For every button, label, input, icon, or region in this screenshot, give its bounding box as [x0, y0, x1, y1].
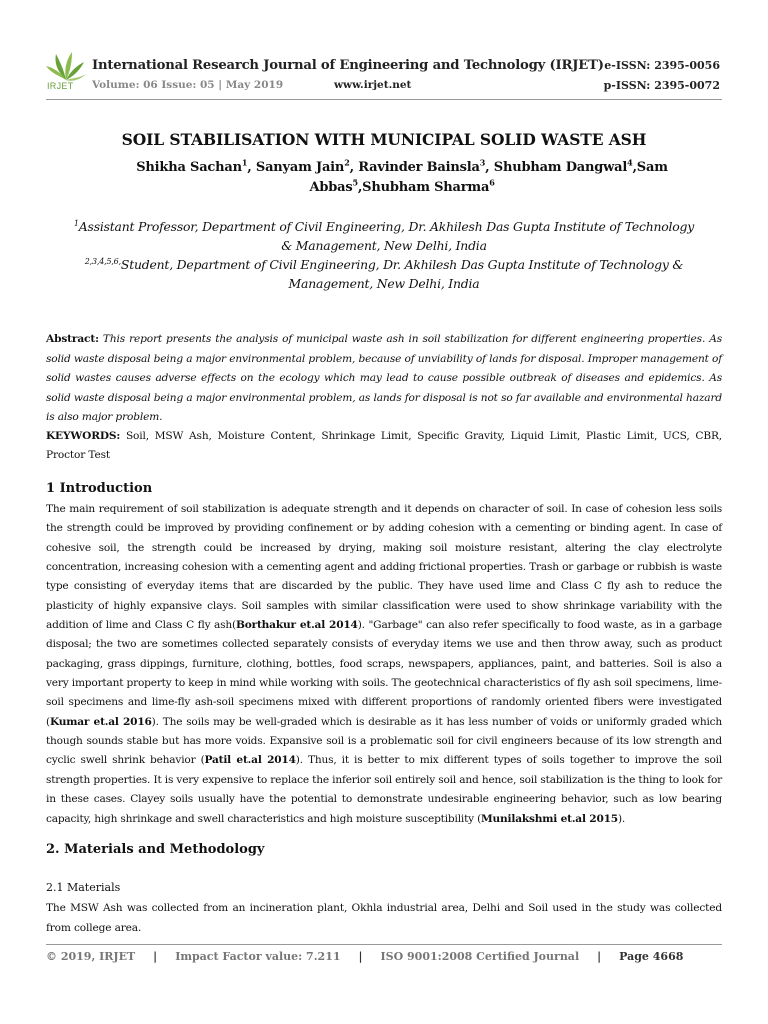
author-sep: ,: [357, 180, 363, 195]
author-list: [96, 158, 708, 198]
footer-impact: Impact Factor value: 7.211: [175, 950, 341, 963]
footer-divider: [46, 944, 722, 945]
intro-text: The main requirement of soil stabilization is adequate strength and it depends on character of soil. In case of cohesion less soils the strength could be improved by providing confinement or by adding cohesion with a cementing or binding agent. In case of cohesive soil, the strength could be increased by drying, making soil moisture resistant, altering the clay electrolyte concentration, increasing cohesion with a cementing agent and adding frictional properties. Trash or garbage or rubbish is waste type consisting of everyday items that are discarded by the public. They have used lime and Class C fly ash to reduce the plasticity of highly expansive clays. Soil samples with similar classification were used to show shrinkage variability with the addition of lime and Class C fly ash(: [46, 503, 722, 632]
intro-text: ). The soils may be well-graded which is desirable as it has less number of voids or uniformly graded which though sounds stable but has more voids. Expansive soil is a problematic soil for civil engineers because of its low strength and cyclic swell shrink behavior (: [46, 715, 722, 767]
intro-text: ). Thus, it is better to mix different types of soils together to improve the soil strength properties. It is very expensive to replace the inferior soil entirely soil and hence, soil stabilization is the thing to look for in these cases. Clayey soils usually have the potential to demonstrate undesirable engineering behavior, such as low bearing capacity, high shrinkage and swell characteristics and high moisture susceptibility (: [46, 754, 722, 825]
volume-info: Volume: 06 Issue: 05 | May 2019: [92, 79, 284, 91]
abstract-label: Abstract:: [46, 333, 99, 345]
keywords-label: KEYWORDS:: [46, 430, 121, 442]
keywords: [46, 427, 722, 465]
affiliation-2: [70, 255, 698, 293]
affiliation-1: [70, 217, 698, 255]
section-heading-introduction: 1 Introduction: [46, 481, 153, 496]
author-name: Ravinder Bainsla: [358, 160, 480, 175]
header-divider: [46, 99, 722, 100]
footer-separator: |: [597, 950, 602, 963]
footer: [46, 950, 683, 963]
citation: Borthakur et.al 2014: [235, 619, 358, 632]
materials-text: The MSW Ash was collected from an incineration plant, Okhla industrial area, Delhi and Soil used in the study was collected from college area.: [46, 902, 722, 934]
author-sep: ,: [247, 160, 256, 175]
journal-title: International Research Journal of Engineering and Technology (IRJET): [92, 58, 604, 73]
affiliation-sup: 1: [73, 218, 79, 228]
keywords-text: Soil, MSW Ash, Moisture Content, Shrinkage Limit, Specific Gravity, Liquid Limit, Plastic Limit, UCS, CBR, Proctor Test: [46, 430, 722, 461]
author-name: Sanyam Jain: [255, 160, 345, 175]
author-name: Shubham Dangwal: [493, 160, 628, 175]
author-name: Sam Abbas: [309, 160, 668, 195]
author-sup: 6: [489, 177, 495, 188]
journal-website: www.irjet.net: [334, 79, 412, 91]
intro-text: ).: [617, 812, 626, 825]
author-sep: ,: [349, 160, 359, 175]
pissn: p-ISSN: 2395-0072: [603, 79, 720, 92]
section-heading-methods: 2. Materials and Methodology: [46, 842, 265, 857]
footer-separator: |: [153, 950, 158, 963]
author-sup: 3: [479, 157, 486, 168]
citation: Kumar et.al 2016: [49, 715, 152, 728]
introduction-text: [46, 500, 722, 829]
paper-title: SOIL STABILISATION WITH MUNICIPAL SOLID WASTE ASH: [121, 130, 647, 149]
eissn: e-ISSN: 2395-0056: [604, 59, 720, 72]
affiliation-sup: 2,3,4,5,6,: [84, 256, 121, 266]
citation: Munilakshmi et.al 2015: [481, 812, 618, 825]
abstract-text: This report presents the analysis of municipal waste ash in soil stabilization for different engineering properties. As solid waste disposal being a major environmental problem, because of unviability of lands for disposal. Improper management of solid wastes causes adverse effects on the ecology which may lead to cause possible outbreak of diseases and epidemics. As solid waste disposal being a major environmental problem, as lands for disposal is not so far available and environmental hazard is also major problem.: [46, 333, 723, 423]
author-sup: 2: [344, 157, 350, 168]
footer-page: Page 4668: [619, 950, 684, 963]
subsection-heading-materials: 2.1 Materials: [46, 881, 121, 894]
affiliation-text: Assistant Professor, Department of Civil Engineering, Dr. Akhilesh Das Gupta Institute of Technology & Management, New Delhi, India: [78, 219, 695, 253]
intro-text: ). "Garbage" can also refer specifically to food waste, as in a garbage disposal; the two are sometimes collected separately consists of everyday items we use and then throw away, such as product packaging, grass dippings, furniture, clothing, bottles, food scraps, newspapers, appliances, paint, and batteries. Soil is also a very important property to keep in mind while working with soils. The geotechnical characteristics of fly ash soil specimens, lime-soil specimens and lime-fly ash-soil specimens mixed with different proportions of randomly oriented fibers were investigated (: [46, 619, 722, 728]
logo-text: IRJET: [47, 81, 74, 91]
abstract: [46, 330, 722, 428]
author-sup: 1: [241, 157, 248, 168]
affiliation-text: Student, Department of Civil Engineering, Dr. Akhilesh Das Gupta Institute of Technology & Management, New Delhi, India: [120, 257, 684, 291]
footer-iso: ISO 9001:2008 Certified Journal: [380, 950, 580, 963]
footer-copyright: © 2019, IRJET: [46, 950, 136, 963]
author-name: Shubham Sharma: [362, 180, 490, 195]
citation: Patil et.al 2014: [204, 754, 296, 767]
author-sup: 5: [352, 177, 358, 188]
author-sep: ,: [485, 160, 494, 175]
author-sup: 4: [627, 157, 633, 168]
author-sep: ,: [632, 160, 637, 175]
footer-separator: |: [358, 950, 363, 963]
author-name: Shikha Sachan: [136, 160, 242, 175]
